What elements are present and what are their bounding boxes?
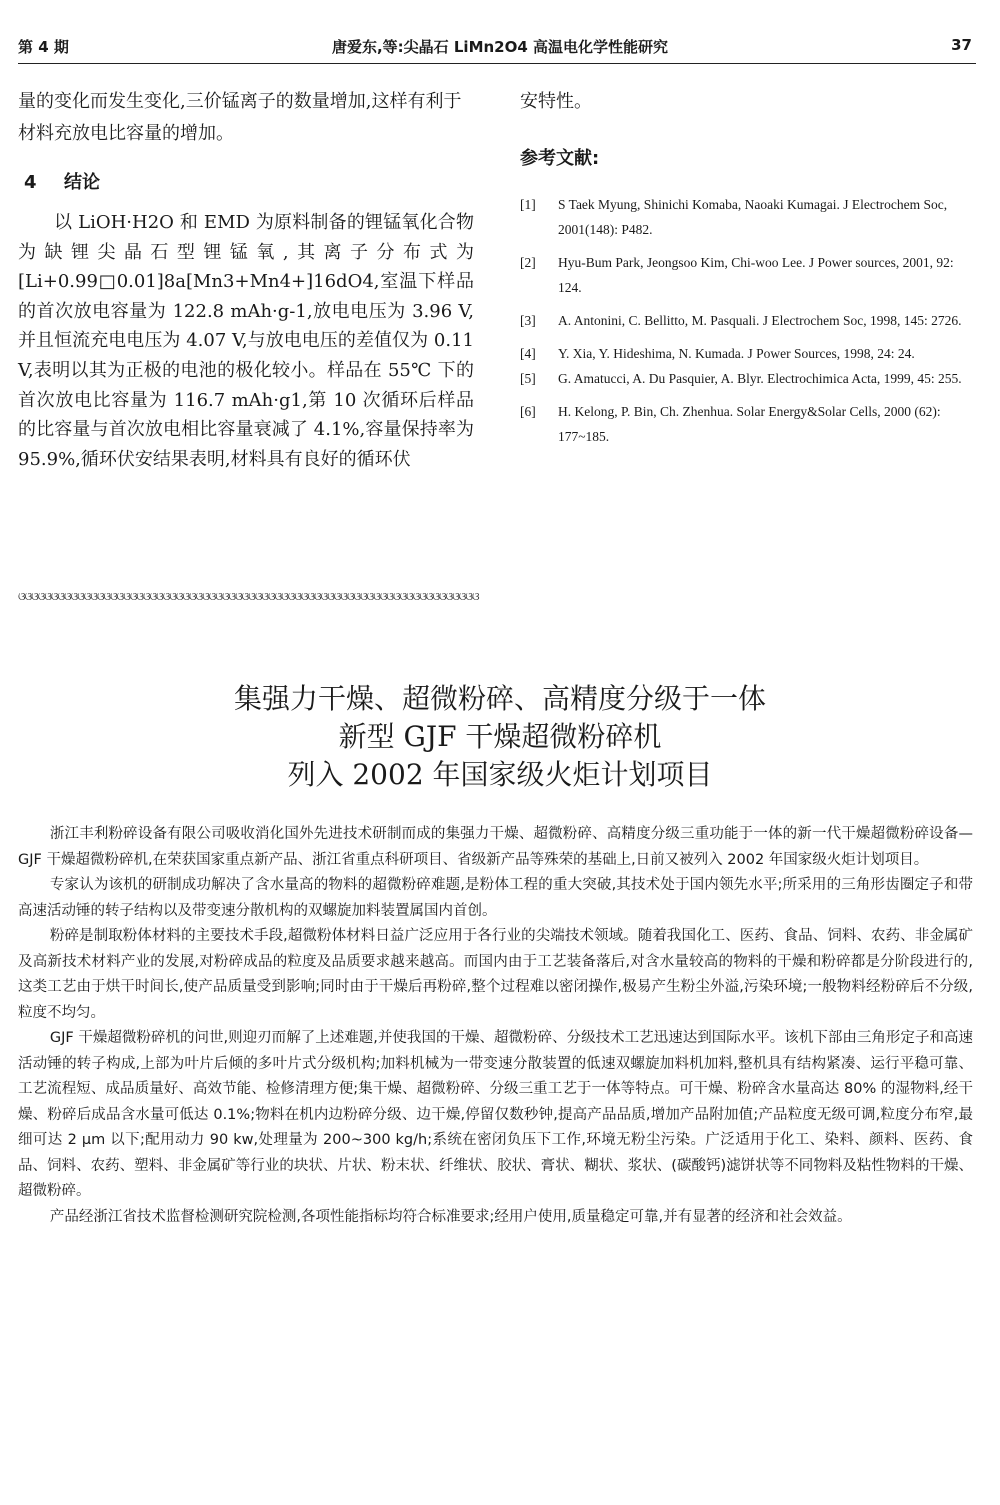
- reference-number: [3]: [520, 313, 536, 328]
- section-heading: [24, 168, 474, 194]
- right-continuation: 安特性。: [520, 91, 592, 112]
- news-paragraph: 粉碎是制取粉体材料的主要技术手段,超微粉体材料日益广泛应用于各行业的尖端技术领域。随着我国化工、医药、食品、饲料、农药、非金属矿及高新技术材料产业的发展,对粉碎成品的粒度及品质要求越来越高。而国内由于工艺装备落后,对含水量较高的物料的干燥和粉碎都是分阶段进行的,这类工艺由于烘干时间长,使产品质量受到影响;同时由于干燥后再粉碎,整个过程难以密闭操作,极易产生粉尘外溢,污染环境;一般物料经粉碎后不分级,粒度不均匀。: [18, 928, 973, 1021]
- reference-list: [520, 192, 975, 449]
- reference-number: [4]: [520, 346, 536, 361]
- issue-number: 第 4 期: [18, 38, 69, 56]
- reference-item: [520, 341, 975, 366]
- reference-text: Y. Xia, Y. Hideshima, N. Kumada. J Power Sources, 1998, 24: 24.: [558, 346, 915, 361]
- section-title: 结论: [64, 172, 100, 193]
- reference-text: Hyu-Bum Park, Jeongsoo Kim, Chi-woo Lee. J Power sources, 2001, 92: 124.: [558, 255, 954, 295]
- reference-item: [520, 366, 975, 391]
- reference-text: S Taek Myung, Shinichi Komaba, Naoaki Kumagai. J Electrochem Soc, 2001(148): P482.: [558, 197, 948, 237]
- continuation-paragraph: 量的变化而发生变化,三价锰离子的数量增加,这样有利于材料充放电比容量的增加。: [18, 91, 462, 144]
- news-paragraph: 专家认为该机的研制成功解决了含水量高的物料的超微粉碎难题,是粉体工程的重大突破,其技术处于国内领先水平;所采用的三角形齿圈定子和带高速活动锤的转子结构以及带变速分散机构的双螺旋加料装置属国内首创。: [18, 877, 973, 919]
- header-rule: [18, 63, 976, 64]
- running-title: 唐爱东,等:尖晶石 LiMn2O4 高温电化学性能研究: [331, 38, 669, 56]
- reference-item: [520, 192, 975, 242]
- news-title-line: 集强力干燥、超微粉碎、高精度分级于一体: [233, 682, 766, 715]
- reference-text: H. Kelong, P. Bin, Ch. Zhenhua. Solar Energy&Solar Cells, 2000 (62): 177~185.: [558, 404, 941, 444]
- news-title-line: 新型 GJF 干燥超微粉碎机: [338, 720, 662, 753]
- reference-item: [520, 250, 975, 300]
- conclusion-paragraph: 以 LiOH·H2O 和 EMD 为原料制备的锂锰氧化合物为缺锂尖晶石型锂锰氧,其离子分布式为 [Li+0.99□0.01]8a[Mn3+Mn4+]16dO4,室温下样品的首次放电容量为 122.8 mAh·g-1,放电电压为 3.96 V,并且恒流充电电压为 4.07 V,与放电电压的差值仅为 0.11 V,表明以其为正极的电池的极化较小。样品在 55℃ 下的首次放电比容量为 116.7 mAh·g1,第 10 次循环后样品的比容量与首次放电相比容量衰减了 4.1%,容量保持率为 95.9%,循环伏安结果表明,材料具有良好的循环伏: [18, 212, 474, 470]
- news-paragraph: 产品经浙江省技术监督检测研究院检测,各项性能指标均符合标准要求;经用户使用,质量稳定可靠,并有显著的经济和社会效益。: [49, 1208, 852, 1225]
- page-number: 37: [951, 36, 972, 54]
- section-number: 4: [24, 172, 37, 193]
- reference-item: [520, 308, 975, 333]
- reference-text: A. Antonini, C. Bellitto, M. Pasquali. J Electrochem Soc, 1998, 145: 2726.: [558, 313, 962, 328]
- reference-item: [520, 399, 975, 449]
- left-column: [18, 86, 474, 474]
- references-heading: 参考文献:: [520, 148, 600, 169]
- news-title-line: 列入 2002 年国家级火炬计划项目: [287, 758, 713, 791]
- reference-number: [5]: [520, 371, 536, 386]
- reference-text: G. Amatucci, A. Du Pasquier, A. Blyr. Electrochimica Acta, 1999, 45: 255.: [558, 371, 962, 386]
- news-paragraph: GJF 干燥超微粉碎机的问世,则迎刃而解了上述难题,并使我国的干燥、超微粉碎、分级技术工艺迅速达到国际水平。该机下部由三角形定子和高速活动锤的转子构成,上部为叶片后倾的多叶片式分级机构;加料机械为一带变速分散装置的低速双螺旋加料机加料,整机具有结构紧凑、运行平稳可靠、工艺流程短、成品质量好、高效节能、检修清理方便;集干燥、超微粉碎、分级三重工艺于一体等特点。可干燥、粉碎含水量高达 80% 的湿物料,经干燥、粉碎后成品含水量可低达 0.1%;物料在机内边粉碎分级、边干燥,停留仅数秒钟,提高产品品质,增加产品附加值;产品粒度无级可调,粒度分布窄,最细可达 2 μm 以下;配用动力 90 kw,处理量为 200~300 kg/h;系统在密闭负压下工作,环境无粉尘污染。广泛适用于化工、染料、颜料、医药、食品、饲料、农药、塑料、非金属矿等行业的块状、片状、粉末状、纤维状、胶状、膏状、糊状、浆状、(碳酸钙)滤饼状等不同物料及粘性物料的干燥、超微粉碎。: [18, 1030, 973, 1199]
- reference-number: [1]: [520, 197, 536, 212]
- right-column: [520, 86, 975, 457]
- reference-number: [2]: [520, 255, 536, 270]
- ornamental-divider: ଓଓଓଓଓଓଓଓଓଓଓଓଓଓଓଓଓଓଓଓଓଓଓଓଓଓଓଓଓଓଓଓଓଓଓଓଓଓଓଓଓଓଓଓଓଓଓଓଓଓଓଓଓଓଓଓଓଓଓଓଓଓଓଓଓଓଓଓଓଓ: [18, 592, 479, 602]
- reference-number: [6]: [520, 404, 536, 419]
- news-body: [18, 822, 973, 1230]
- news-paragraph: 浙江丰利粉碎设备有限公司吸收消化国外先进技术研制而成的集强力干燥、超微粉碎、高精度分级三重功能于一体的新一代干燥超微粉碎设备—GJF 干燥超微粉碎机,在荣获国家重点新产品、浙江省重点科研项目、省级新产品等殊荣的基础上,日前又被列入 2002 年国家级火炬计划项目。: [18, 826, 973, 868]
- news-title: [0, 680, 1000, 794]
